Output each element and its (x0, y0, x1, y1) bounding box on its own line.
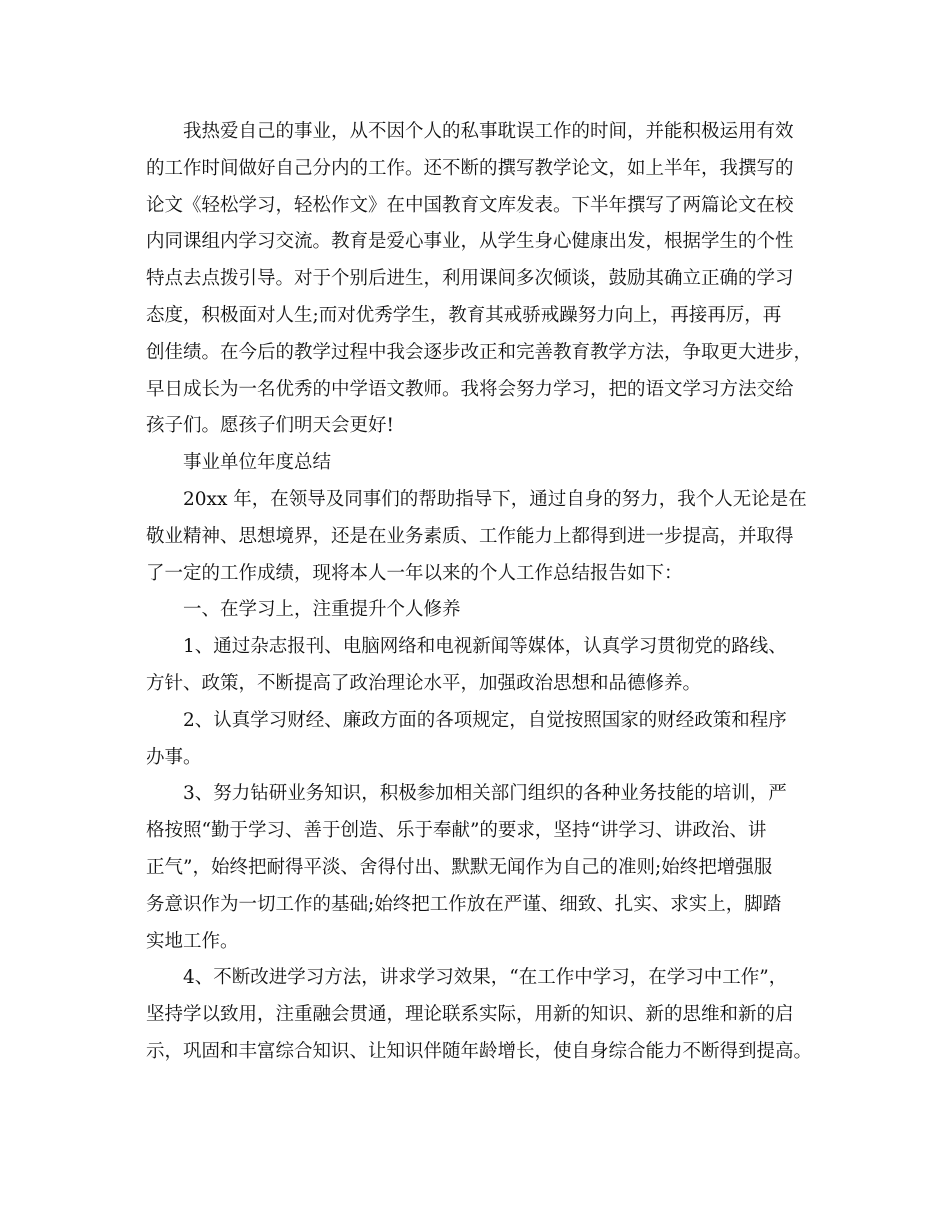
document-line: 正气”，始终把耐得平淡、舍得付出、默默无闻作为自己的准则;始终把增强服 (146, 856, 773, 878)
document-line: 态度，积极面对人生;而对优秀学生，教育其戒骄戒躁努力向上，再接再厉，再 (146, 304, 782, 326)
document-line: 敬业精神、思想境界，还是在业务素质、工作能力上都得到进一步提高，并取得 (146, 525, 794, 547)
document-line: 格按照“勤于学习、善于创造、乐于奉献”的要求，坚持“讲学习、讲政治、讲 (146, 820, 767, 842)
document-line: 4、不断改进学习方法，讲求学习效果，“在工作中学习，在学习中工作”， (183, 967, 788, 989)
document-line: 20xx 年，在领导及同事们的帮助指导下，通过自身的努力，我个人无论是在 (183, 488, 807, 510)
document-line: 论文《轻松学习，轻松作文》在中国教育文库发表。下半年撰写了两篇论文在校 (146, 194, 794, 216)
document-line: 坚持学以致用，注重融会贯通，理论联系实际，用新的知识、新的思维和新的启 (146, 1004, 794, 1026)
document-line: 一、在学习上，注重提升个人修养 (183, 599, 461, 621)
document-line: 事业单位年度总结 (183, 452, 332, 474)
document-line: 办事。 (146, 746, 202, 768)
document-line: 我热爱自己的事业，从不因个人的私事耽误工作的时间，并能积极运用有效 (183, 121, 794, 142)
document-line: 1、通过杂志报刊、电脑网络和电视新闻等媒体，认真学习贯彻党的路线、 (183, 636, 787, 658)
document-line: 的工作时间做好自己分内的工作。还不断的撰写教学论文，如上半年，我撰写的 (146, 157, 794, 179)
document-line: 孩子们。愿孩子们明天会更好! (146, 415, 394, 437)
document-body (146, 114, 816, 1071)
document-line: 3、努力钻研业务知识，积极参加相关部门组织的各种业务技能的培训，严 (183, 783, 787, 805)
document-line: 实地工作。 (146, 930, 239, 952)
document-line: 创佳绩。在今后的教学过程中我会逐步改正和完善教育教学方法，争取更大进步， (146, 341, 813, 363)
document-line: 了一定的工作成绩，现将本人一年以来的个人工作总结报告如下： (146, 562, 683, 584)
document-line: 方针、政策，不断提高了政治理论水平，加强政治思想和品德修养。 (146, 672, 702, 694)
document-line: 特点去点拨引导。对于个别后进生，利用课间多次倾谈，鼓励其确立正确的学习 (146, 268, 794, 290)
document-line: 内同课组内学习交流。教育是爱心事业，从学生身心健康出发，根据学生的个性 (146, 231, 794, 253)
document-line: 示，巩固和丰富综合知识、让知识伴随年龄增长，使自身综合能力不断得到提高。 (146, 1040, 813, 1062)
document-line: 务意识作为一切工作的基础;始终把工作放在严谨、细致、扎实、求实上，脚踏 (146, 893, 782, 915)
document-line: 2、认真学习财经、廉政方面的各项规定，自觉按照国家的财经政策和程序 (183, 709, 787, 731)
document-line: 早日成长为一名优秀的中学语文教师。我将会努力学习，把的语文学习方法交给 (146, 378, 794, 400)
